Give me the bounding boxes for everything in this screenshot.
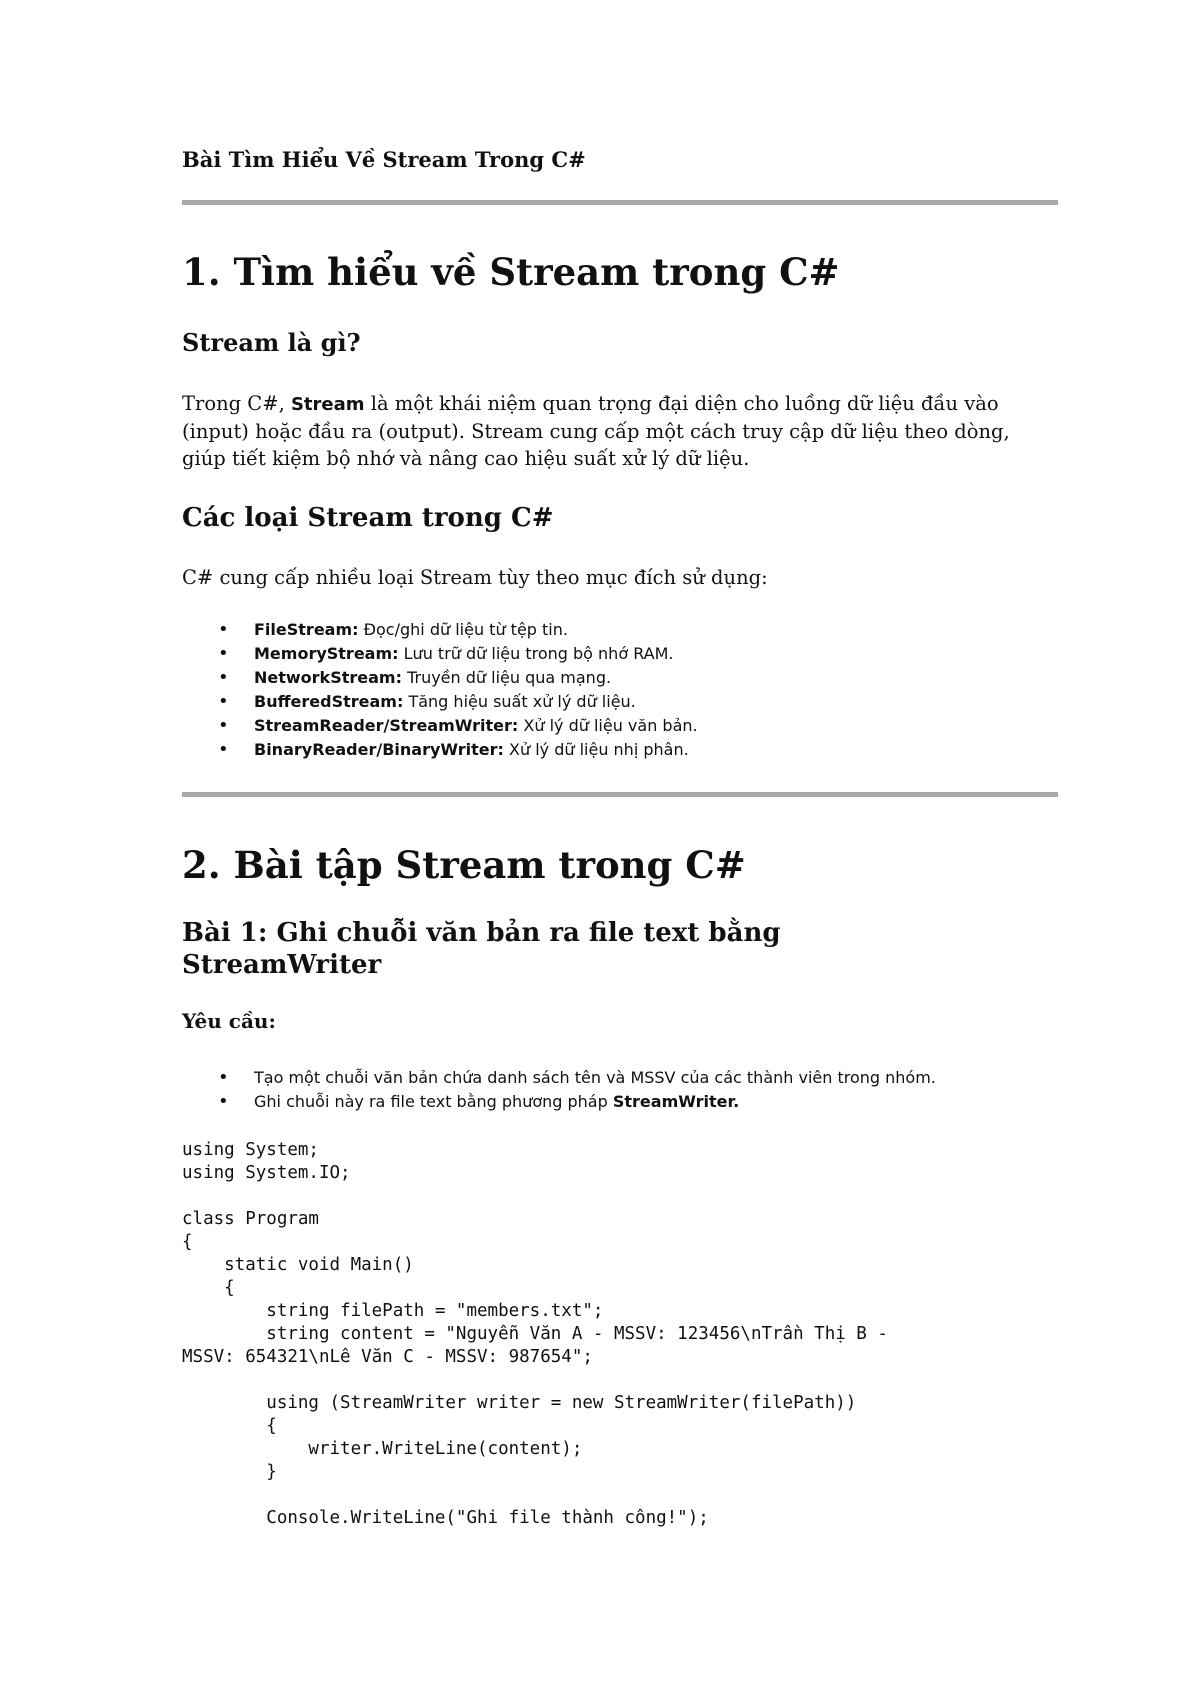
- stream-types-heading: Các loại Stream trong C#: [182, 503, 554, 533]
- paragraph-text: Trong C#,: [182, 392, 291, 415]
- horizontal-rule: [182, 792, 1058, 797]
- exercise-1-heading-line-2: StreamWriter: [182, 950, 382, 980]
- list-item-term: BinaryReader/BinaryWriter:: [254, 740, 504, 759]
- list-item-term: BufferedStream:: [254, 692, 404, 711]
- list-item-desc: Truyền dữ liệu qua mạng.: [401, 668, 612, 687]
- list-item: [182, 666, 698, 690]
- document-title: Bài Tìm Hiểu Về Stream Trong C#: [182, 147, 586, 172]
- list-item-desc: Đọc/ghi dữ liệu từ tệp tin.: [358, 620, 568, 639]
- bullet-icon: •: [218, 715, 229, 736]
- list-item: [182, 738, 698, 762]
- list-item-text: Tạo một chuỗi văn bản chứa danh sách tên và MSSV của các thành viên trong nhóm.: [254, 1068, 936, 1087]
- list-item-term: FileStream:: [254, 620, 359, 639]
- bullet-icon: •: [218, 739, 229, 760]
- bullet-icon: •: [218, 1067, 229, 1088]
- list-item-text: Ghi chuỗi này ra file text bằng phương pháp: [254, 1092, 613, 1111]
- paragraph-bold-term: Stream: [290, 394, 365, 415]
- list-item: [182, 642, 698, 666]
- list-item-desc: Xử lý dữ liệu nhị phân.: [503, 740, 689, 759]
- what-is-stream-paragraph: [182, 390, 1042, 472]
- list-item-term: NetworkStream:: [254, 668, 402, 687]
- stream-types-intro: C# cung cấp nhiều loại Stream tùy theo mục đích sử dụng:: [182, 566, 768, 589]
- list-item-desc: Xử lý dữ liệu văn bản.: [518, 716, 698, 735]
- list-item: [182, 1090, 936, 1114]
- list-item-bold: StreamWriter.: [612, 1092, 740, 1111]
- bullet-icon: •: [218, 1091, 229, 1112]
- bullet-icon: •: [218, 667, 229, 688]
- section-2-heading: 2. Bài tập Stream trong C#: [182, 843, 746, 887]
- exercise-1-heading-line-1: Bài 1: Ghi chuỗi văn bản ra file text bằng: [182, 918, 781, 948]
- what-is-stream-heading: Stream là gì?: [182, 328, 361, 357]
- bullet-icon: •: [218, 643, 229, 664]
- list-item: [182, 690, 698, 714]
- list-item: [182, 1066, 936, 1090]
- list-item-term: MemoryStream:: [254, 644, 399, 663]
- list-item-term: StreamReader/StreamWriter:: [254, 716, 519, 735]
- paragraph-text: là một khái niệm quan trọng đại diện cho luồng dữ liệu đầu vào (input) hoặc đầu ra (output). Stream cung cấp một cách truy cập dữ liệu theo dòng, giúp tiết kiệm bộ nhớ và nâng cao hiệu suất xử lý dữ liệu.: [182, 392, 1010, 470]
- list-item-desc: Lưu trữ dữ liệu trong bộ nhớ RAM.: [398, 644, 674, 663]
- requirements-list: [182, 1066, 936, 1114]
- section-1-heading: 1. Tìm hiểu về Stream trong C#: [182, 250, 840, 294]
- requirements-label: Yêu cầu:: [182, 1009, 276, 1033]
- list-item: [182, 714, 698, 738]
- stream-types-list: [182, 618, 698, 762]
- horizontal-rule: [182, 200, 1058, 205]
- bullet-icon: •: [218, 619, 229, 640]
- bullet-icon: •: [218, 691, 229, 712]
- code-block: using System; using System.IO; class Program { static void Main() { string filePath = "members.txt"; string content = "Nguyễn Văn A - MSSV: 123456\nTrần Thị B - MSSV: 654321\nLê Văn C - MSSV: 987654"; using (StreamWriter writer = new StreamWriter(filePath)) { writer.WriteLine(content); } Console.WriteLine("Ghi file thành công!");: [182, 1140, 888, 1528]
- list-item: [182, 618, 698, 642]
- list-item-desc: Tăng hiệu suất xử lý dữ liệu.: [403, 692, 636, 711]
